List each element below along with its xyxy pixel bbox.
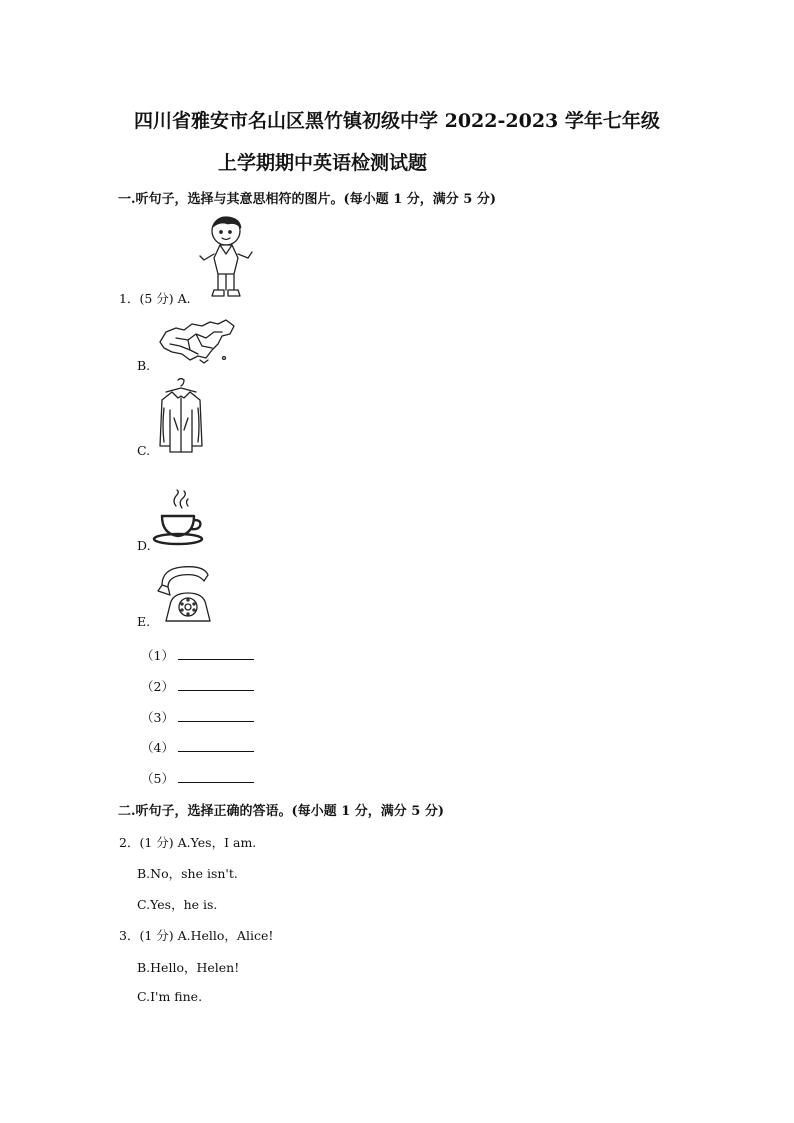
jacket-icon [158,378,204,456]
answer-blank-3 [141,708,254,726]
page-title: 四川省雅安市名山区黑竹镇初级中学 2022-2023 学年七年级 [134,110,660,132]
blank-line[interactable] [178,709,254,722]
blank-line[interactable] [178,647,254,660]
china-map-icon [156,318,238,364]
blank-number: （2） [141,679,174,694]
question-2-option-c: C.Yes，he is. [137,897,218,912]
question-2-option-a: 2．(1 分) A.Yes，I am. [119,835,257,850]
option-e-label: E. [137,614,151,629]
question-2-option-b: B.No，she isn't. [137,866,238,881]
blank-number: （5） [141,771,174,786]
answer-blank-5 [141,769,254,787]
section-1-heading: 一.听句子，选择与其意思相符的图片。(每小题 1 分，满分 5 分) [118,192,497,207]
option-b-label: B. [137,358,151,373]
tea-cup-icon [154,490,206,548]
blank-line[interactable] [178,770,254,783]
question-3-option-c: C.I'm fine. [137,989,203,1004]
question-3-option-b: B.Hello，Helen! [137,960,240,975]
telephone-icon [152,565,214,627]
option-d-label: D. [137,538,151,553]
question-1-label: 1．(5 分) A. [119,291,191,306]
page-subtitle: 上学期期中英语检测试题 [218,152,428,174]
option-c-label: C. [137,443,151,458]
blank-number: （4） [141,740,174,755]
question-3-option-a: 3．(1 分) A.Hello，Alice! [119,928,274,943]
blank-line[interactable] [178,739,254,752]
answer-blank-2 [141,677,254,695]
blank-number: （1） [141,648,174,663]
blank-number: （3） [141,710,174,725]
answer-blank-1 [141,646,254,664]
answer-blank-4 [141,738,254,756]
section-2-heading: 二.听句子，选择正确的答语。(每小题 1 分，满分 5 分) [118,804,445,819]
blank-line[interactable] [178,678,254,691]
boy-icon [196,214,258,300]
